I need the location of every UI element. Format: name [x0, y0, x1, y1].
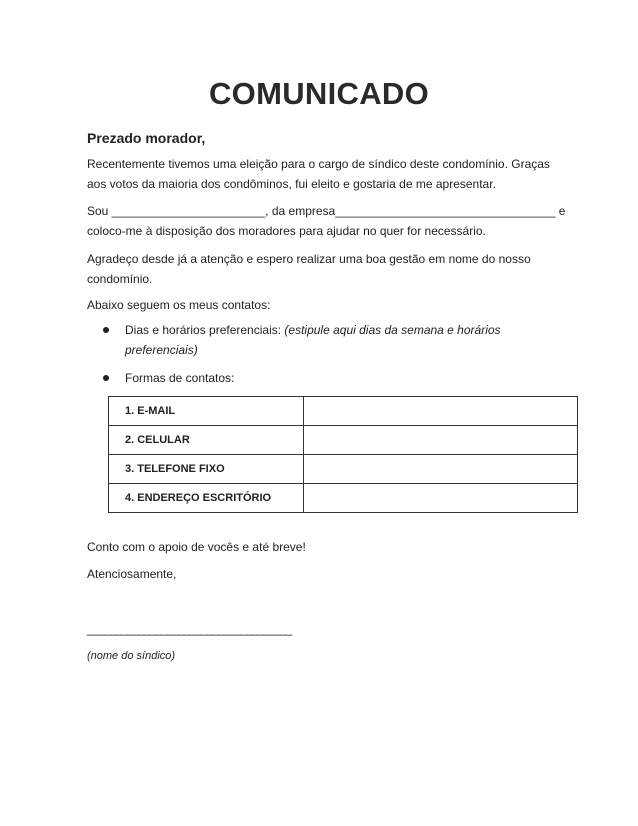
bullet-contact-forms — [103, 368, 523, 388]
paragraph-presentation: Sou _______________________, da empresa_________________________________ e coloco-me à disposição dos moradores para ajudar no quer for necessário. — [87, 204, 566, 238]
contact-value-mobile — [304, 426, 578, 455]
paragraph-thanks: Agradeço desde já a atenção e espero realizar uma boa gestão em nome do nosso condomínio. — [87, 252, 531, 286]
contact-label-email: 1. E-MAIL — [109, 397, 304, 426]
bullet-contact-forms-text: Formas de contatos: — [125, 371, 235, 385]
contact-value-email — [304, 397, 578, 426]
table-row — [109, 484, 578, 513]
bullet-dot-icon — [103, 375, 109, 381]
bullet-preferred-times-label: Dias e horários preferenciais: — [125, 323, 285, 337]
signature-name: (nome do síndico) — [87, 650, 176, 662]
contacts-table — [108, 396, 578, 513]
bullet-dot-icon — [103, 327, 109, 333]
bullet-preferred-times — [103, 320, 523, 360]
document-title: COMUNICADO — [209, 76, 429, 111]
greeting: Prezado morador, — [87, 130, 206, 146]
closing-support: Conto com o apoio de vocês e até breve! — [87, 540, 306, 554]
contact-label-mobile: 2. CELULAR — [109, 426, 304, 455]
table-row — [109, 426, 578, 455]
contact-value-office-address — [304, 484, 578, 513]
bullet-preferred-times-hint: (estipule aqui dias da semana e horários preferenciais) — [125, 323, 501, 357]
contact-value-landline — [304, 455, 578, 484]
paragraph-contacts-intro: Abaixo seguem os meus contatos: — [87, 298, 271, 312]
contact-label-office-address: 4. ENDEREÇO ESCRITÓRIO — [109, 484, 304, 513]
contact-label-landline: 3. TELEFONE FIXO — [109, 455, 304, 484]
table-row — [109, 397, 578, 426]
table-row — [109, 455, 578, 484]
closing-regards: Atenciosamente, — [87, 567, 177, 581]
signature-line: ____________________________________ — [87, 622, 292, 636]
bullet-preferred-times-text — [125, 320, 523, 360]
paragraph-introduction: Recentemente tivemos uma eleição para o cargo de síndico deste condomínio. Graças aos votos da maioria dos condôminos, fui eleito e gostaria de me apresentar. — [87, 157, 550, 191]
